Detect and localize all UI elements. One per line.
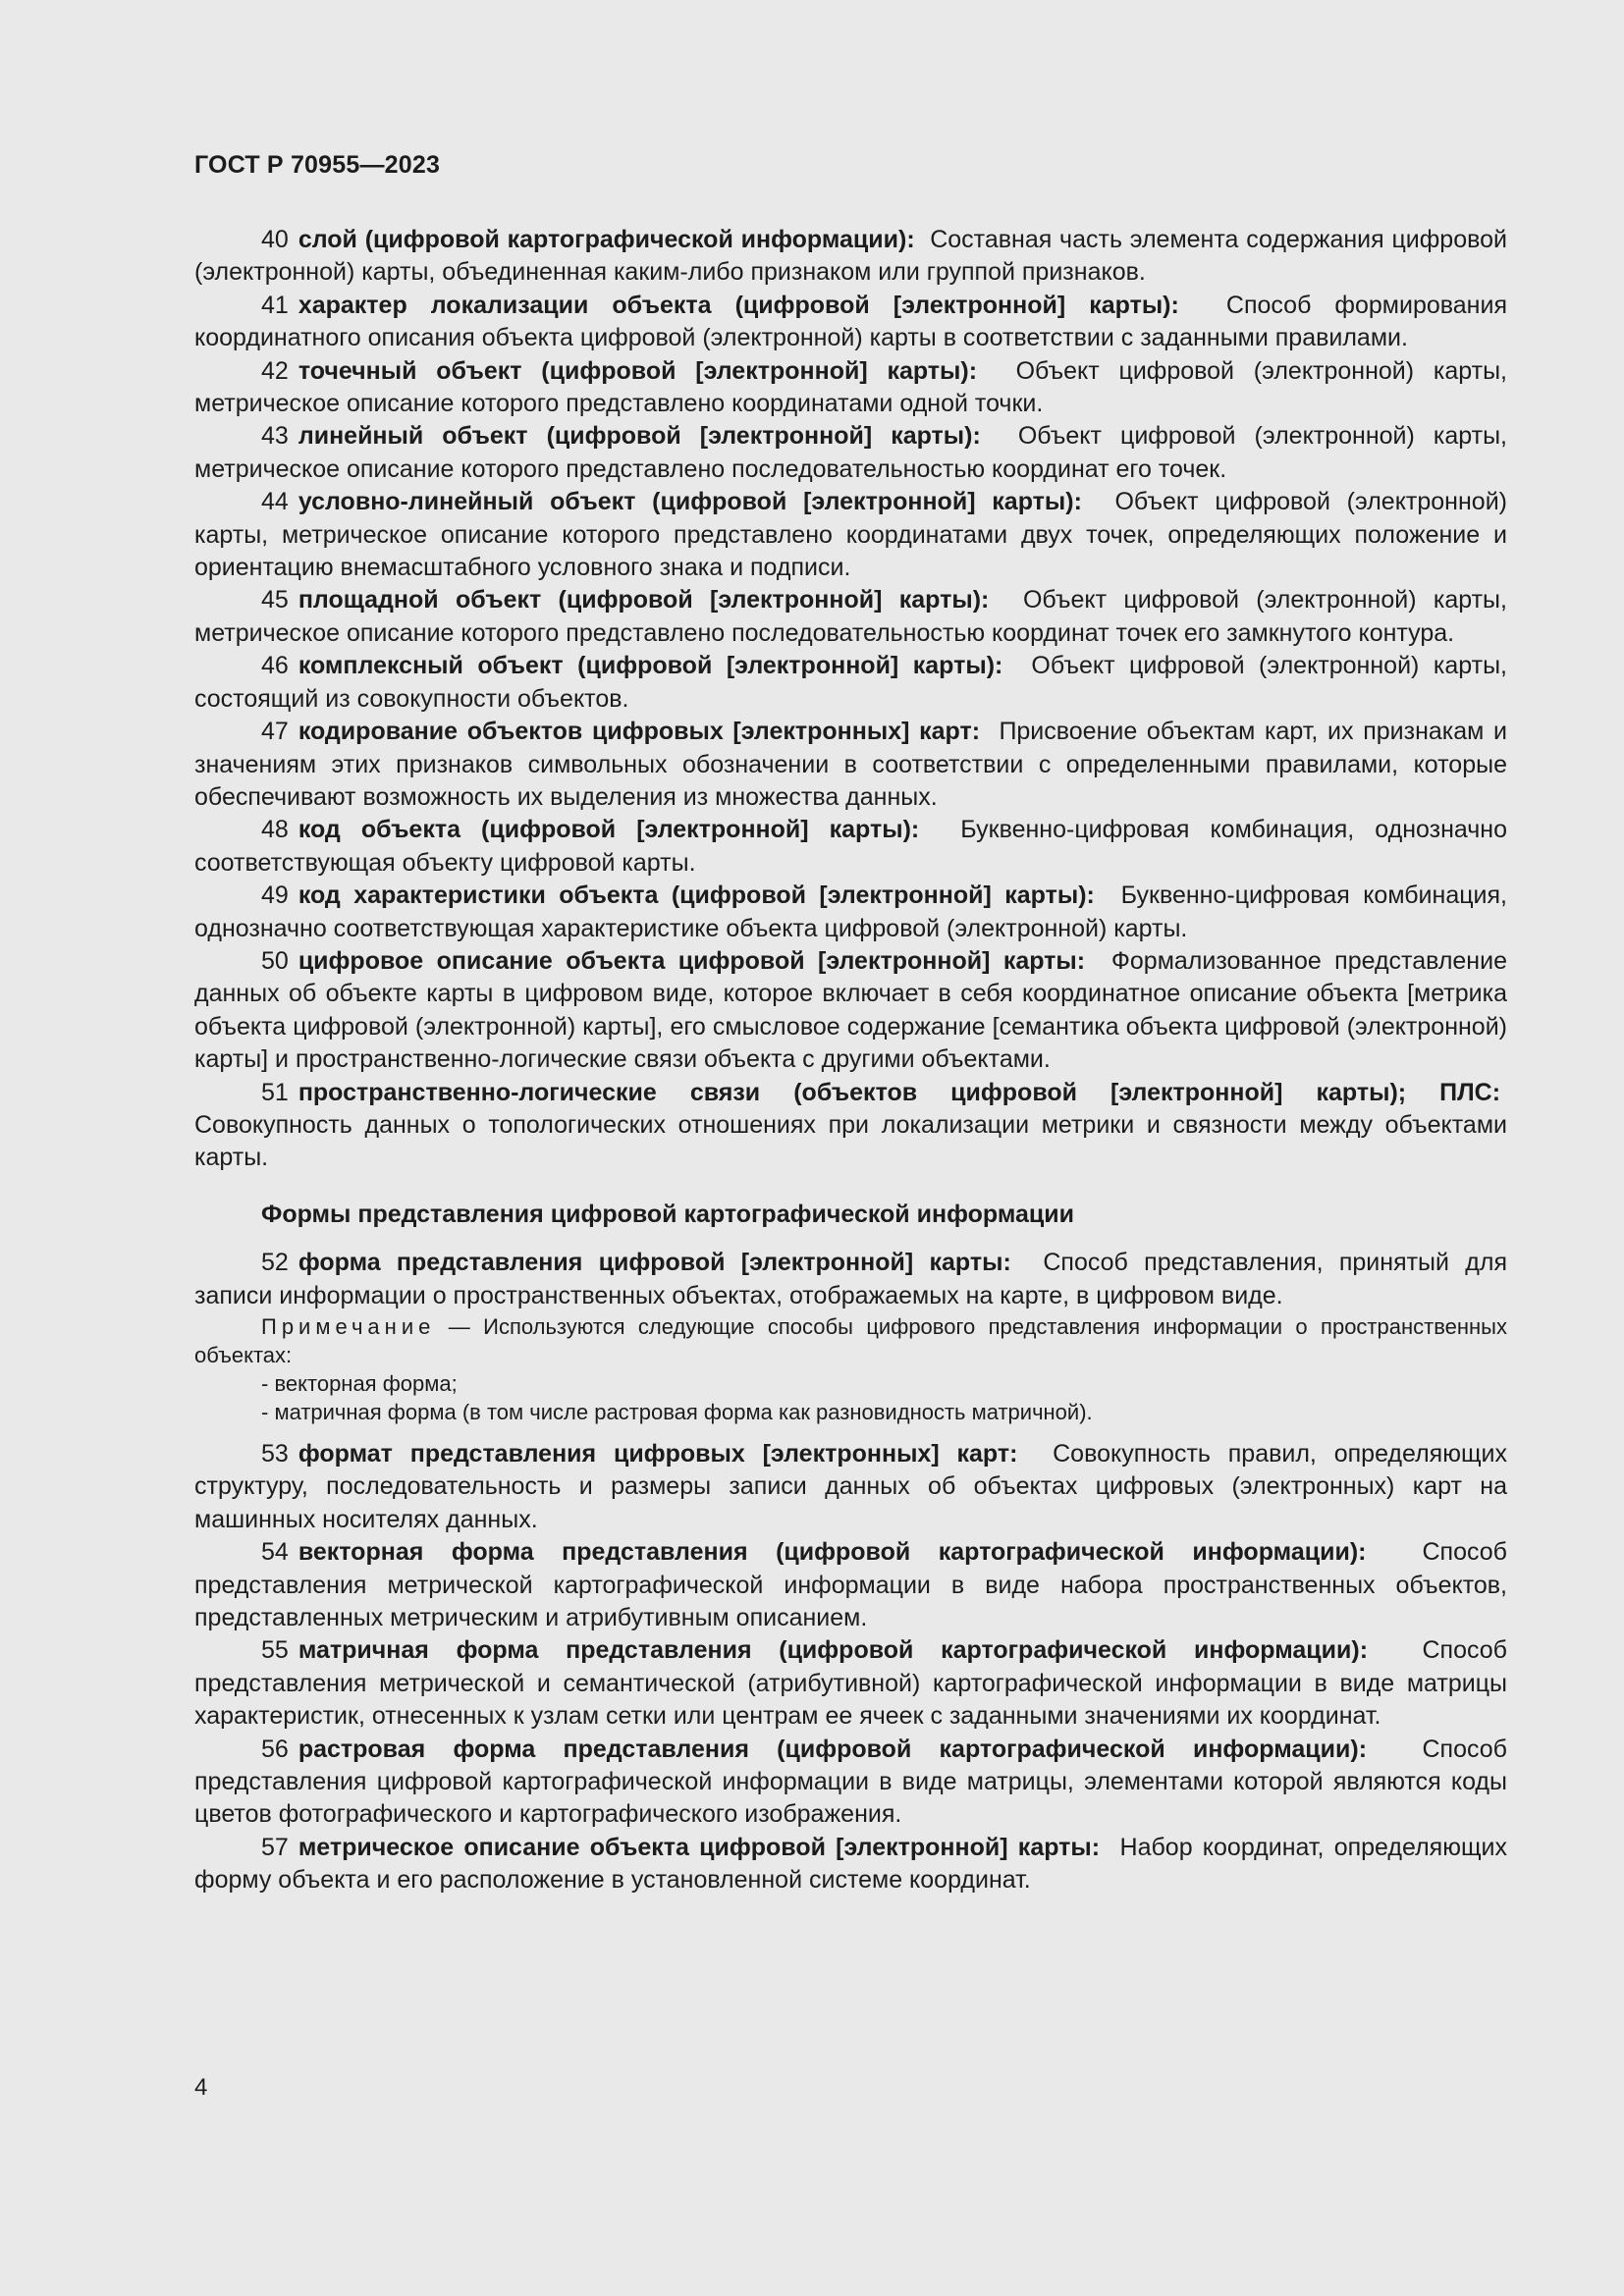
- term-definition: Объект цифровой (электронной) карты, метрическое описание которого представлено координатами одной точки.: [194, 356, 1507, 418]
- term-number: 44: [261, 488, 289, 516]
- term-entry: [194, 945, 1507, 1077]
- term-number: 56: [261, 1735, 289, 1763]
- term-definition: Набор координат, определяющих форму объекта и его расположение в установленной системе координат.: [194, 1833, 1507, 1895]
- term-name: характер локализации объекта (цифровой [электронной] карты):: [298, 291, 1179, 319]
- term-entry: [194, 1077, 1507, 1175]
- term-number: 48: [261, 816, 289, 844]
- term-entry: [194, 420, 1507, 486]
- page-header: ГОСТ Р 70955—2023: [194, 151, 441, 179]
- term-number: 55: [261, 1636, 289, 1665]
- term-number: 47: [261, 718, 289, 746]
- term-definition: Способ представления метрической картографической информации в виде набора пространственных объектов, представленных метрическим и атрибутивным описанием.: [194, 1538, 1507, 1632]
- term-entry: [194, 880, 1507, 945]
- term-name: пространственно-логические связи (объектов цифровой [электронной] карты); ПЛС:: [298, 1078, 1501, 1106]
- term-number: 52: [261, 1249, 289, 1277]
- term-number: 45: [261, 586, 289, 614]
- term-name: линейный объект (цифровой [электронной] карты):: [298, 422, 981, 451]
- term-entry: [194, 355, 1507, 421]
- term-definition: Формализованное представление данных об объекте карты в цифровом виде, которое включает в себя координатное описание объекта [метрика объекта цифровой (электронной) карты], его смысловое содержание [семантика объекта цифровой (электронной) карты] и пространственно-логические связи объекта с другими объектами.: [194, 946, 1507, 1074]
- term-entry: [194, 1734, 1507, 1832]
- term-definition: Способ представления метрической и семантической (атрибутивной) картографической информации в виде матрицы характеристик, отнесенных к узлам сетки или центрам ее ячеек с заданными значениями их координат.: [194, 1636, 1507, 1731]
- note-list: [194, 1369, 1507, 1426]
- term-name: формат представления цифровых [электронных] карт:: [298, 1440, 1018, 1468]
- term-definition: Способ формирования координатного описания объекта цифровой (электронной) карты в соответствии с заданными правилами.: [194, 291, 1507, 352]
- term-number: 43: [261, 422, 289, 451]
- term-number: 46: [261, 652, 289, 680]
- term-entry: [194, 584, 1507, 650]
- term-entry: [194, 290, 1507, 355]
- term-entry: [194, 224, 1507, 290]
- page-number: 4: [194, 2074, 208, 2101]
- term-name: площадной объект (цифровой [электронной] карты):: [298, 586, 990, 614]
- term-number: 49: [261, 881, 289, 910]
- note-list-item: - векторная форма;: [261, 1369, 1507, 1398]
- term-definition: Способ представления цифровой картографической информации в виде матрицы, элементами которой являются коды цветов фотографического и картографического изображения.: [194, 1735, 1507, 1829]
- term-definition: Способ представления, принятый для записи информации о пространственных объектах, отображаемых на карте, в цифровом виде.: [194, 1249, 1507, 1309]
- term-entry: [194, 716, 1507, 814]
- term-entry: [194, 1247, 1507, 1312]
- term-definition: Объект цифровой (электронной) карты, метрическое описание которого представлено последовательностью координат его точек.: [194, 422, 1507, 483]
- term-name: форма представления цифровой [электронной] карты:: [298, 1249, 1011, 1277]
- term-name: растровая форма представления (цифровой картографической информации):: [298, 1735, 1368, 1763]
- term-name: цифровое описание объекта цифровой [электронной] карты:: [298, 946, 1086, 975]
- term-number: 53: [261, 1440, 289, 1468]
- term-definition: Составная часть элемента содержания цифровой (электронной) карты, объединенная каким-либо признаком или группой признаков.: [194, 226, 1507, 287]
- term-entry: [194, 486, 1507, 584]
- term-name: матричная форма представления (цифровой картографической информации):: [298, 1636, 1369, 1665]
- term-name: код объекта (цифровой [электронной] карты):: [298, 816, 920, 844]
- term-name: кодирование объектов цифровых [электронных] карт:: [298, 718, 981, 746]
- term-entry: [194, 1438, 1507, 1536]
- term-entry: [194, 1536, 1507, 1634]
- note-text: — Используются следующие способы цифрового представления информации о пространственных объектах:: [194, 1314, 1507, 1367]
- term-number: 40: [261, 226, 289, 253]
- term-name: слой (цифровой картографической информации):: [298, 226, 915, 253]
- term-entry: [194, 650, 1507, 716]
- term-number: 41: [261, 291, 289, 319]
- term-definition: Буквенно-цифровая комбинация, однозначно соответствующая объекту цифровой карты.: [194, 816, 1507, 877]
- term-entry: [194, 1832, 1507, 1897]
- terms-list: [194, 224, 1507, 1175]
- term-definition: Объект цифровой (электронной) карты, состоящий из совокупности объектов.: [194, 652, 1507, 713]
- note: [194, 1312, 1507, 1369]
- note-list-item: - матричная форма (в том числе растровая форма как разновидность матричной).: [261, 1398, 1507, 1426]
- term-name: метрическое описание объекта цифровой [электронной] карты:: [298, 1833, 1101, 1861]
- term-name: точечный объект (цифровой [электронной] карты):: [298, 356, 978, 385]
- term-name: код характеристики объекта (цифровой [электронной] карты):: [298, 881, 1095, 910]
- page-content: [194, 224, 1507, 1897]
- section-title: Формы представления цифровой картографической информации: [261, 1200, 1075, 1228]
- term-definition: Присвоение объектам карт, их признакам и значениям этих признаков символьных обозначении в соответствии с определенными правилами, которые обеспечивают возможность их выделения из множества данных.: [194, 718, 1508, 811]
- term-definition: Совокупность данных о топологических отношениях при локализации метрики и связности между объектами карты.: [194, 1110, 1507, 1172]
- term-number: 57: [261, 1833, 289, 1861]
- term-definition: Буквенно-цифровая комбинация, однозначно соответствующая характеристике объекта цифровой (электронной) карты.: [194, 881, 1507, 942]
- term-name: векторная форма представления (цифровой картографической информации):: [298, 1538, 1367, 1567]
- term-name: условно-линейный объект (цифровой [электронной] карты):: [298, 488, 1082, 516]
- term-definition: Совокупность правил, определяющих структуру, последовательность и размеры записи данных об объектах цифровых (электронных) карт на машинных носителях данных.: [194, 1440, 1507, 1533]
- term-entry: [194, 1634, 1507, 1733]
- term-definition: Объект цифровой (электронной) карты, метрическое описание которого представлено последовательностью координат точек его замкнутого контура.: [194, 586, 1507, 647]
- term-name: комплексный объект (цифровой [электронной] карты):: [298, 652, 1003, 680]
- note-label: Примечание: [261, 1314, 436, 1339]
- term-number: 54: [261, 1538, 289, 1567]
- term-entry: [194, 814, 1507, 880]
- term-number: 50: [261, 946, 289, 975]
- term-number: 42: [261, 356, 289, 385]
- term-definition: Объект цифровой (электронной) карты, метрическое описание которого представлено координатами двух точек, определяющих положение и ориентацию внемасштабного условного знака и подписи.: [194, 488, 1507, 582]
- term-number: 51: [261, 1078, 289, 1106]
- terms-list: [194, 1438, 1507, 1897]
